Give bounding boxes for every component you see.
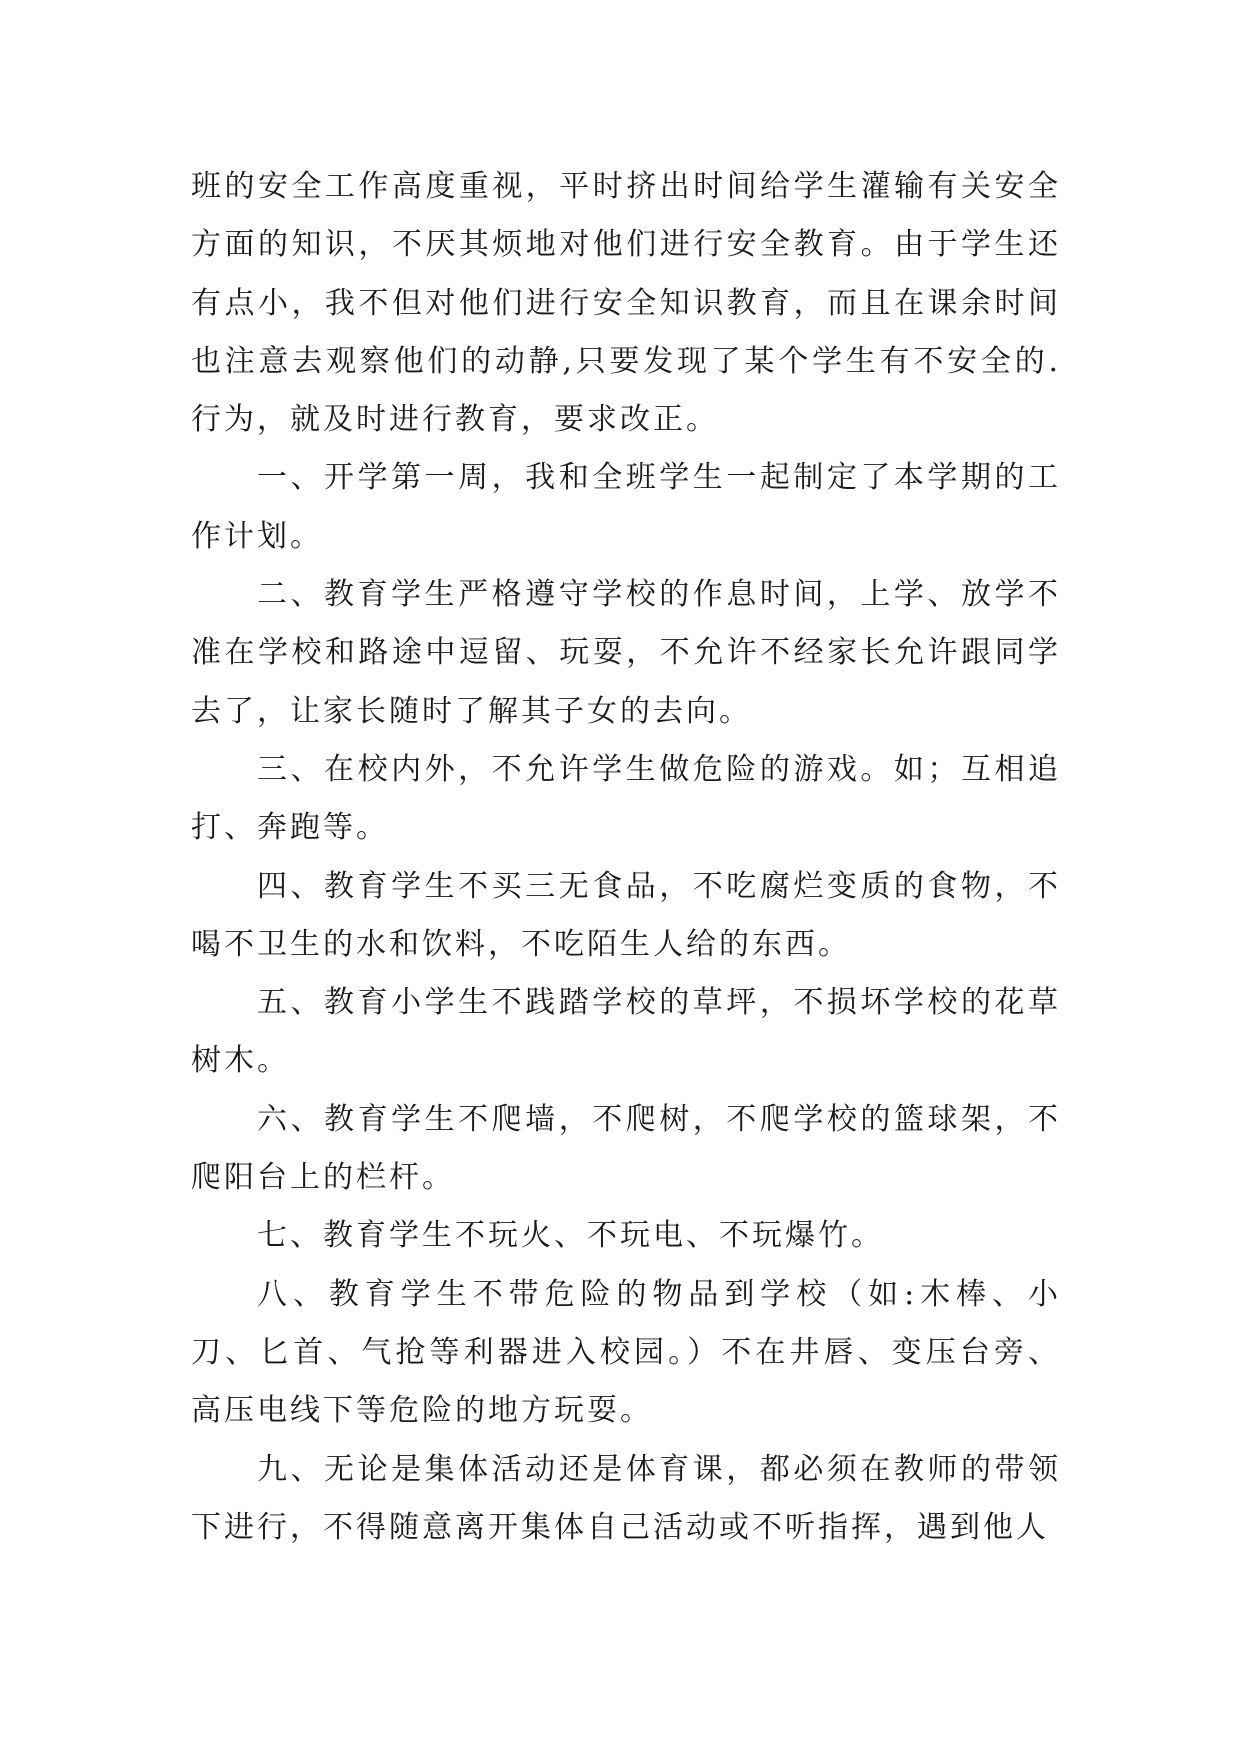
paragraph-item-3: 三、在校内外，不允许学生做危险的游戏。如；互相追打、奔跑等。 — [191, 751, 1061, 846]
paragraph-item-7: 七、教育学生不玩火、不玩电、不玩爆竹。 — [257, 1218, 884, 1254]
paragraph-continuation: 班的安全工作高度重视，平时挤出时间给学生灌输有关安全方面的知识，不厌其烦地对他们进行安全教育。由于学生还有点小，我不但对他们进行安全知识教育，而且在课余时间也注意去观察他们的动静,只要发现了某个学生有不安全的.行为，就及时进行教育，要求改正。 — [191, 169, 1061, 438]
paragraph-item-5: 五、教育小学生不践踏学校的草坪，不损坏学校的花草树木。 — [191, 985, 1061, 1079]
paragraph-item-4: 四、教育学生不买三无食品，不吃腐烂变质的食物，不喝不卫生的水和饮料，不吃陌生人给的东西。 — [191, 868, 1061, 962]
paragraph-item-6: 六、教育学生不爬墙，不爬树，不爬学校的篮球架，不爬阳台上的栏杆。 — [191, 1101, 1061, 1196]
paragraph-item-2: 二、教育学生严格遵守学校的作息时间，上学、放学不准在学校和路途中逗留、玩耍，不允许不经家长允许跟同学去了，让家长随时了解其子女的去向。 — [191, 577, 1061, 729]
paragraph-item-9: 九、无论是集体活动还是体育课，都必须在教师的带领下进行，不得随意离开集体自己活动或不听指挥，遇到他人 — [191, 1451, 1061, 1545]
paragraph-item-8: 八、教育学生不带危险的物品到学校（如:木棒、小刀、匕首、气抢等利器进入校园。）不在井唇、变压台旁、高压电线下等危险的地方玩耍。 — [191, 1276, 1061, 1429]
paragraph-item-1: 一、开学第一周，我和全班学生一起制定了本学期的工作计划。 — [191, 460, 1061, 554]
document-body — [191, 158, 1061, 1557]
